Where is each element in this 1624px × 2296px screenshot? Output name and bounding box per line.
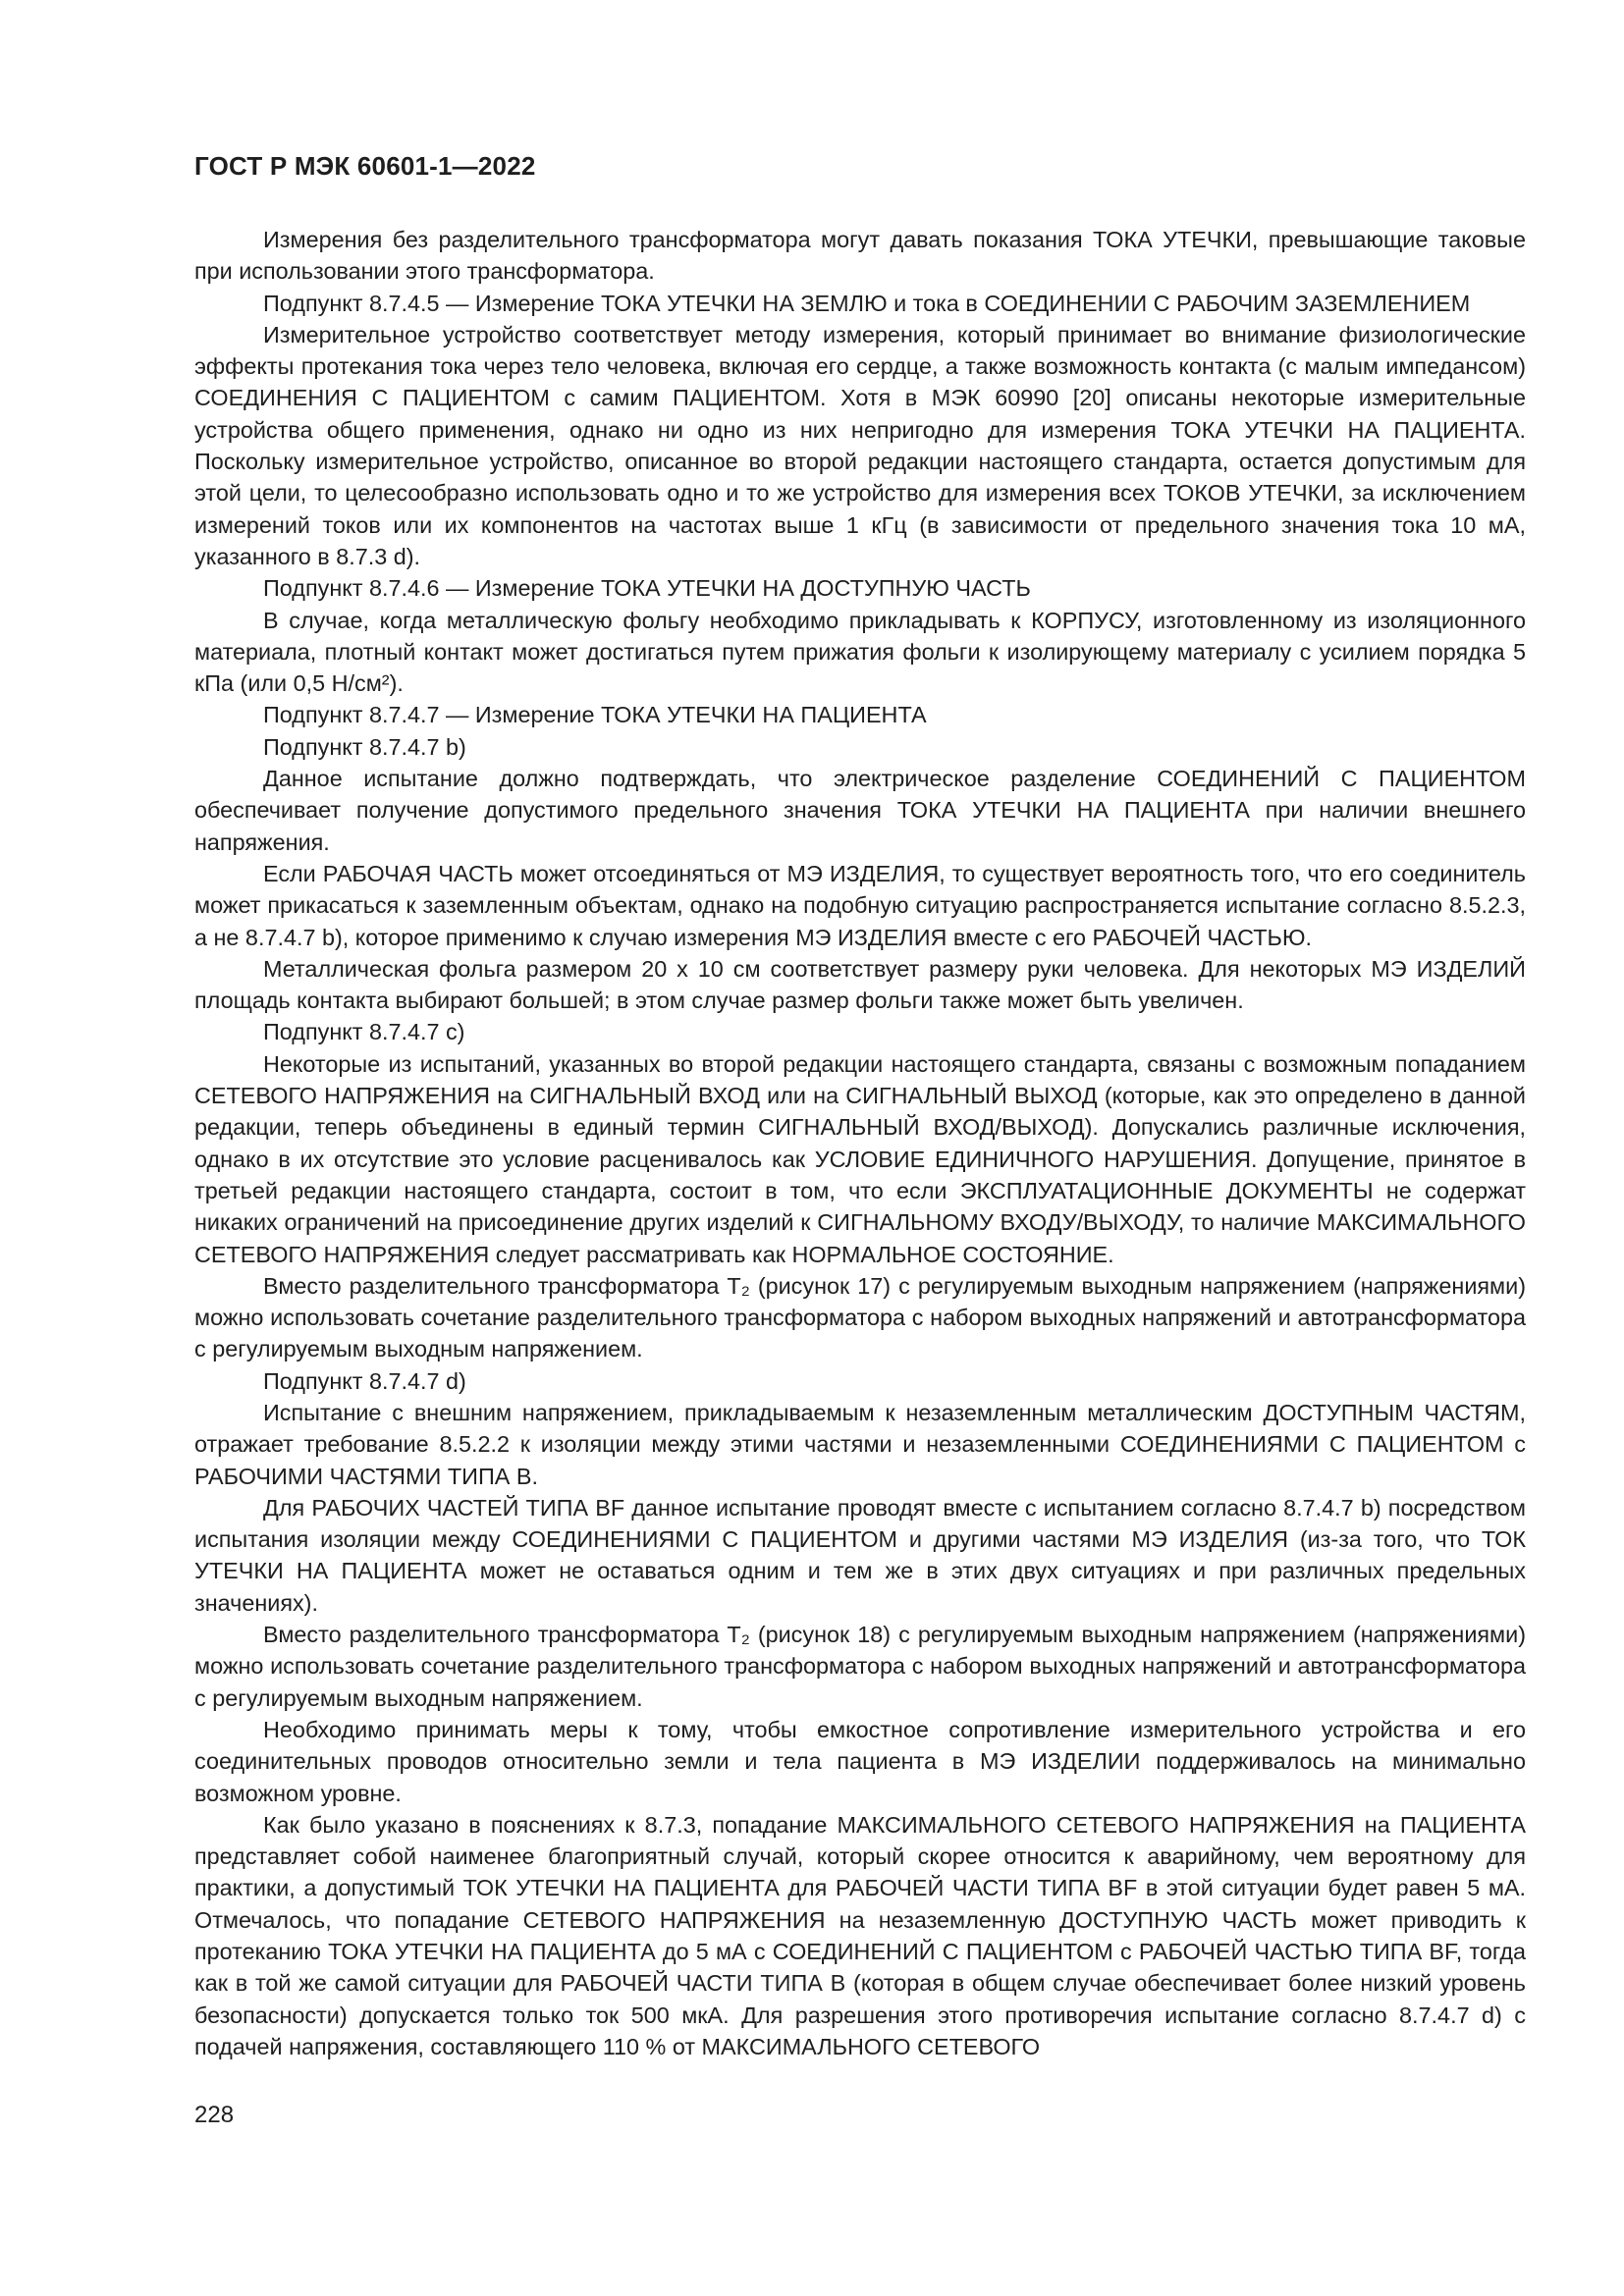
- paragraph-16: Для РАБОЧИХ ЧАСТЕЙ ТИПА BF данное испытание проводят вместе с испытанием согласно 8.7.4.7 b) посредством испытания изоляции между СОЕДИНЕНИЯМИ С ПАЦИЕНТОМ и другими частями МЭ ИЗДЕЛИЯ (из-за того, что ТОК УТЕЧКИ НА ПАЦИЕНТА может не оставаться одним и тем же в этих двух ситуациях и при различных предельных значениях).: [194, 1494, 1526, 1616]
- subclause-8-7-4-6-heading: Подпункт 8.7.4.6 — Измерение ТОКА УТЕЧКИ НА ДОСТУПНУЮ ЧАСТЬ: [263, 575, 1031, 602]
- subclause-8-7-4-7-b-heading: Подпункт 8.7.4.7 b): [263, 733, 466, 760]
- paragraph-9: Если РАБОЧАЯ ЧАСТЬ может отсоединяться от МЭ ИЗДЕЛИЯ, то существует вероятность того, что его соединитель может прикасаться к заземленным объектам, однако на подобную ситуацию распространяется испытание согласно 8.5.2.3, а не 8.7.4.7 b), которое применимо к случаю измерения МЭ ИЗДЕЛИЯ вместе с его РАБОЧЕЙ ЧАСТЬЮ.: [194, 860, 1526, 950]
- subclause-8-7-4-5-heading: Подпункт 8.7.4.5 — Измерение ТОКА УТЕЧКИ НА ЗЕМЛЮ и тока в СОЕДИНЕНИИ С РАБОЧИМ ЗАЗЕМЛЕНИЕМ: [263, 290, 1471, 316]
- paragraph-8: Данное испытание должно подтверждать, что электрическое разделение СОЕДИНЕНИЙ С ПАЦИЕНТОМ обеспечивает получение допустимого предельного значения ТОКА УТЕЧКИ НА ПАЦИЕНТА при наличии внешнего напряжения.: [194, 766, 1526, 855]
- paragraph-10: Металлическая фольга размером 20 х 10 см соответствует размеру руки человека. Для некоторых МЭ ИЗДЕЛИЙ площадь контакта выбирают большей; в этом случае размер фольги также может быть увеличен.: [194, 955, 1526, 1014]
- subclause-8-7-4-7-c-heading: Подпункт 8.7.4.7 c): [263, 1019, 465, 1045]
- paragraph-13: Вместо разделительного трансформатора T₂ (рисунок 17) с регулируемым выходным напряжением (напряжениями) можно использовать сочетание разделительного трансформатора с набором выходных напряжений и автотрансформатора с регулируемым выходным напряжением.: [194, 1272, 1526, 1362]
- document-body: [194, 224, 1526, 2062]
- paragraph-15: Испытание с внешним напряжением, прикладываемым к незаземленным металлическим ДОСТУПНЫМ ЧАСТЯМ, отражает требование 8.5.2.2 к изоляции между этими частями и незаземленными СОЕДИНЕНИЯМИ С ПАЦИЕНТОМ с РАБОЧИМИ ЧАСТЯМИ ТИПА В.: [194, 1399, 1526, 1489]
- paragraph-18: Необходимо принимать меры к тому, чтобы емкостное сопротивление измерительного устройства и его соединительных проводов относительно земли и тела пациента в МЭ ИЗДЕЛИИ поддерживалось на минимально возможном уровне.: [194, 1716, 1526, 1806]
- paragraph-1: Измерения без разделительного трансформатора могут давать показания ТОКА УТЕЧКИ, превышающие таковые при использовании этого трансформатора.: [194, 227, 1526, 285]
- page-header: ГОСТ Р МЭК 60601-1—2022: [194, 151, 536, 181]
- subclause-8-7-4-7-heading: Подпункт 8.7.4.7 — Измерение ТОКА УТЕЧКИ НА ПАЦИЕНТА: [263, 702, 927, 728]
- paragraph-12: Некоторые из испытаний, указанных во второй редакции настоящего стандарта, связаны с возможным попаданием СЕТЕВОГО НАПРЯЖЕНИЯ на СИГНАЛЬНЫЙ ВХОД или на СИГНАЛЬНЫЙ ВЫХОД (которые, как это определено в данной редакции, теперь объединены в единый термин СИГНАЛЬНЫЙ ВХОД/ВЫХОД). Допускались различные исключения, однако в их отсутствие это условие расценивалось как УСЛОВИЕ ЕДИНИЧНОГО НАРУШЕНИЯ. Допущение, принятое в третьей редакции настоящего стандарта, состоит в том, что если ЭКСПЛУАТАЦИОННЫЕ ДОКУМЕНТЫ не содержат никаких ограничений на присоединение других изделий к СИГНАЛЬНОМУ ВХОДУ/ВЫХОДУ, то наличие МАКСИМАЛЬНОГО СЕТЕВОГО НАПРЯЖЕНИЯ следует рассматривать как НОРМАЛЬНОЕ СОСТОЯНИЕ.: [194, 1050, 1526, 1267]
- paragraph-3: Измерительное устройство соответствует методу измерения, который принимает во внимание физиологические эффекты протекания тока через тело человека, включая его сердце, а также возможность контакта (с малым импедансом) СОЕДИНЕНИЯ С ПАЦИЕНТОМ с самим ПАЦИЕНТОМ. Хотя в МЭК 60990 [20] описаны некоторые измерительные устройства общего применения, однако ни одно из них непригодно для измерения ТОКА УТЕЧКИ НА ПАЦИЕНТА. Поскольку измерительное устройство, описанное во второй редакции настоящего стандарта, остается допустимым для этой цели, то целесообразно использовать одно и то же устройство для измерения всех ТОКОВ УТЕЧКИ, за исключением измерений токов или их компонентов на частотах выше 1 кГц (в зависимости от предельного значения тока 10 мА, указанного в 8.7.3 d).: [194, 321, 1526, 569]
- page-number: 228: [194, 2102, 235, 2128]
- subclause-8-7-4-7-d-heading: Подпункт 8.7.4.7 d): [263, 1367, 466, 1394]
- paragraph-17: Вместо разделительного трансформатора T₂ (рисунок 18) с регулируемым выходным напряжением (напряжениями) можно использовать сочетание разделительного трансформатора с набором выходных напряжений и автотрансформатора с регулируемым выходным напряжением.: [194, 1622, 1526, 1711]
- paragraph-5: В случае, когда металлическую фольгу необходимо прикладывать к КОРПУСУ, изготовленному из изоляционного материала, плотный контакт может достигаться путем прижатия фольги к изолирующему материалу с усилием порядка 5 кПа (или 0,5 Н/см²).: [194, 607, 1526, 697]
- paragraph-19: Как было указано в пояснениях к 8.7.3, попадание МАКСИМАЛЬНОГО СЕТЕВОГО НАПРЯЖЕНИЯ на ПАЦИЕНТА представляет собой наименее благоприятный случай, который скорее относится к аварийному, чем вероятному для практики, а допустимый ТОК УТЕЧКИ НА ПАЦИЕНТА для РАБОЧЕЙ ЧАСТИ ТИПА BF в этой ситуации будет равен 5 мА. Отмечалось, что попадание СЕТЕВОГО НАПРЯЖЕНИЯ на незаземленную ДОСТУПНУЮ ЧАСТЬ может приводить к протеканию ТОКА УТЕЧКИ НА ПАЦИЕНТА до 5 мА с СОЕДИНЕНИЙ С ПАЦИЕНТОМ с РАБОЧЕЙ ЧАСТЬЮ ТИПА BF, тогда как в той же самой ситуации для РАБОЧЕЙ ЧАСТИ ТИПА В (которая в общем случае обеспечивает более низкий уровень безопасности) допускается только ток 500 мкА. Для разрешения этого противоречия испытание согласно 8.7.4.7 d) с подачей напряжения, составляющего 110 % от МАКСИМАЛЬНОГО СЕТЕВОГО: [194, 1811, 1526, 2059]
